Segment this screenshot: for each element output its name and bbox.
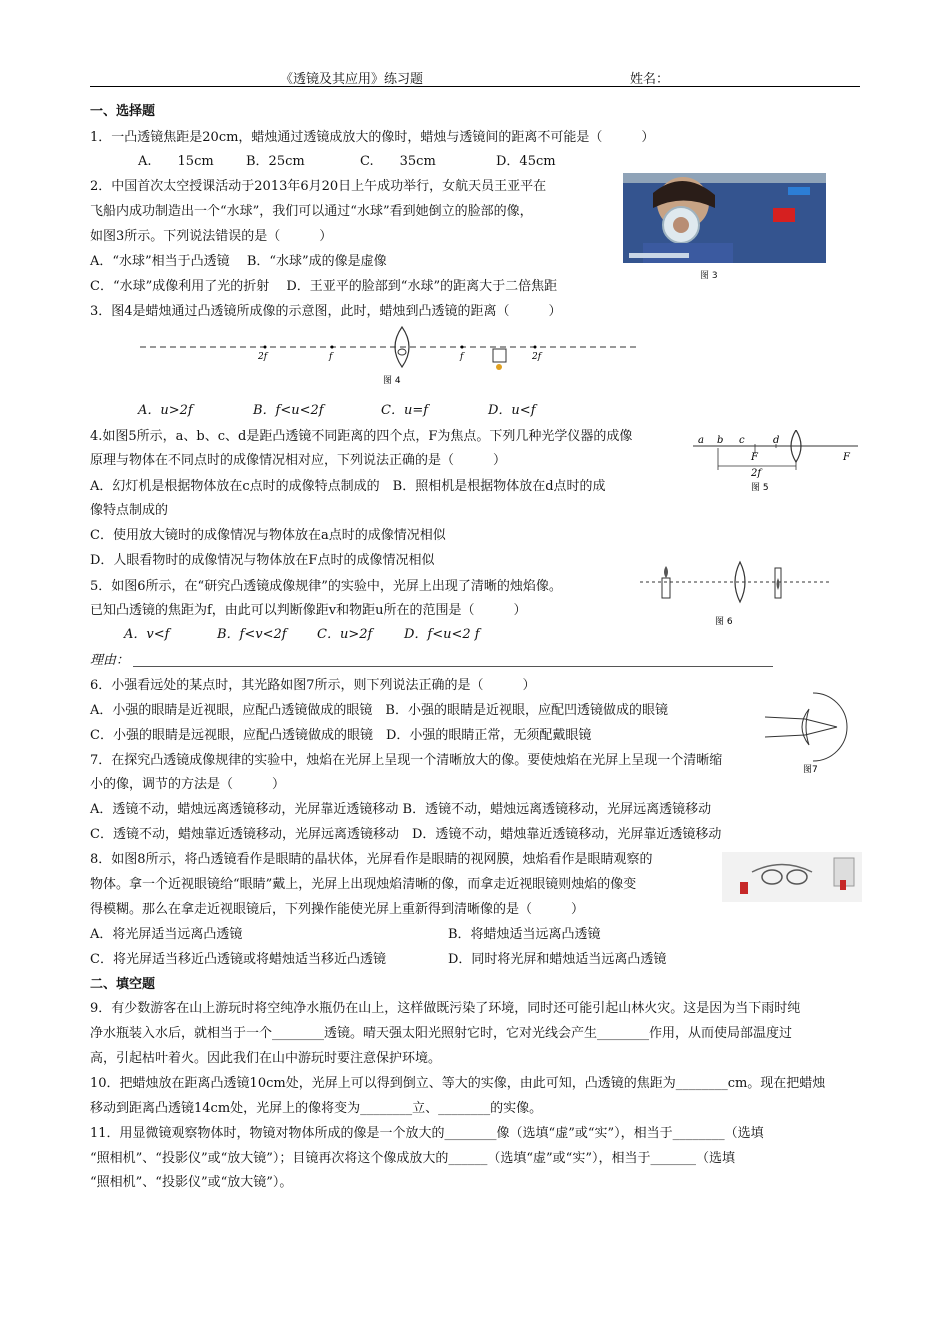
question-8-option-b: B．将蜡烛适当远离凸透镜 [448, 927, 601, 942]
question-1-options [138, 153, 556, 171]
name-label: 姓名： [630, 72, 670, 87]
question-8-line-3: 得模糊。那么在拿走近视眼镜后，下列操作能使光屏上重新得到清晰像的是（ ） [90, 902, 585, 917]
flame-icon [664, 566, 668, 578]
candle-icon [662, 578, 670, 598]
figure-8-photo [722, 852, 862, 902]
page-header [90, 68, 860, 87]
question-2-line-3: 如图3所示。下列说法错误的是（ ） [90, 229, 333, 244]
question-11-line-2: “照相机”、“投影仪”或“放大镜”）；目镜再次将这个像成放大的______（选填“虚”或“实”），相当于_______（选填 [90, 1151, 735, 1166]
figure-3-caption: 图 3 [700, 271, 718, 281]
point-b: b [717, 435, 724, 446]
eye-lens-icon [802, 709, 809, 745]
question-6-options-ab: A．小强的眼睛是近视眼，应配凸透镜做成的眼镜 B．小强的眼睛是近视眼，应配凹透镜做成的眼镜 [90, 703, 668, 718]
question-8-option-d: D．同时将光屏和蜡烛适当远离凸透镜 [448, 952, 667, 967]
question-1: 1．一凸透镜焦距是20cm，蜡烛通过透镜成放大的像时，蜡烛与透镜间的距离不可能是（ ） [90, 130, 655, 145]
question-8-option-c: C．将光屏适当移近凸透镜或将蜡烛适当移近凸透镜 [90, 952, 386, 967]
candle-image-icon [493, 349, 506, 362]
option-d: D．45cm [496, 154, 556, 169]
option-d: D．u<f [488, 403, 536, 418]
reason-label: 理由： [90, 653, 130, 668]
eyeball-icon [813, 693, 847, 761]
candle-icon [740, 882, 748, 894]
question-7-options-cd: C．透镜不动，蜡烛靠近透镜移动，光屏远离透镜移动 D．透镜不动，蜡烛靠近透镜移动，光屏靠近透镜移动 [90, 827, 722, 842]
section-multiple-choice: 一、选择题 [90, 104, 156, 119]
point-d: d [773, 435, 780, 446]
figure-6-caption: 图 6 [715, 617, 733, 627]
figure-7-eye-diagram [765, 687, 855, 775]
question-2-line-2: 飞船内成功制造出一个“水球”，我们可以通过“水球”看到她倒立的脸部的像， [90, 204, 533, 219]
question-10-line-2: 移动到距离凸透镜14cm处，光屏上的像将变为________立、________的实像。 [90, 1101, 543, 1116]
question-2-line-1: 2．中国首次太空授课活动于2013年6月20日上午成功举行，女航天员王亚平在 [90, 179, 547, 194]
option-b: B．25cm [246, 154, 305, 169]
option-a: A. 15cm [138, 154, 214, 169]
label-f-left: f [329, 352, 333, 362]
option-d: D．f<u<2 f [404, 627, 480, 642]
question-2-options-ab: A．“水球”相当于凸透镜 B．“水球”成的像是虚像 [90, 254, 387, 269]
point-F-right: F [843, 452, 850, 463]
question-7-options-ab: A．透镜不动，蜡烛远离透镜移动，光屏靠近透镜移动 B．透镜不动，蜡烛远离透镜移动，光屏远离透镜移动 [90, 802, 712, 817]
question-8-option-a: A．将光屏适当远离凸透镜 [90, 927, 243, 942]
question-9-line-2: 净水瓶装入水后，就相当于一个________透镜。晴天强太阳光照射它时，它对光线会产生________作用，从而使局部温度过 [90, 1026, 793, 1041]
figure-7-caption: 图7 [803, 765, 818, 775]
astronaut-photo [623, 173, 826, 263]
question-9-line-1: 9．有少数游客在山上游玩时将空纯净水瓶仍在山上，这样做既污染了环境，同时还可能引起山林火灾。这是因为当下雨时纯 [90, 1001, 801, 1016]
question-4-option-a: A．幻灯机是根据物体放在c点时的成像特点制成的 B．照相机是根据物体放在d点时的成 [90, 479, 606, 494]
option-a: A．u>2f [138, 403, 193, 418]
label-2f-right: 2f [532, 352, 542, 362]
question-6: 6．小强看远处的某点时，其光路如图7所示，则下列说法正确的是（ ） [90, 678, 536, 693]
question-6-options-cd: C．小强的眼睛是远视眼，应配凸透镜做成的眼镜 D．小强的眼睛正常，无须配戴眼镜 [90, 728, 592, 743]
question-8-line-2: 物体。拿一个近视眼镜给“眼睛”戴上，光屏上出现烛焰清晰的像，而拿走近视眼镜则烛焰的像变 [90, 877, 637, 892]
question-3-options [138, 402, 536, 420]
label-f-right: f [460, 352, 464, 362]
question-4-line-2: 原理与物体在不同点时的成像情况相对应，下列说法正确的是（ ） [90, 453, 507, 468]
option-a: A．v<f [124, 627, 170, 642]
figure-3-photo [623, 173, 826, 263]
question-10-line-1: 10．把蜡烛放在距离凸透镜10cm处，光屏上可以得到倒立、等大的实像，由此可知，凸透镜的焦距为________cm。现在把蜡烛 [90, 1076, 826, 1091]
question-11-line-3: “照相机”、“投影仪”或“放大镜”）。 [90, 1175, 293, 1190]
option-c: C．u>2f [317, 627, 373, 642]
reason-answer-line[interactable] [133, 666, 773, 667]
flame-icon [496, 364, 502, 370]
point-c: c [739, 435, 745, 446]
point-a: a [698, 435, 704, 446]
point-F-left: F [751, 452, 758, 463]
label-2f-left: 2f [258, 352, 268, 362]
question-3: 3．图4是蜡烛通过凸透镜所成像的示意图，此时，蜡烛到凸透镜的距离（ ） [90, 304, 562, 319]
figure-4-caption: 图 4 [383, 376, 401, 386]
question-7-line-2: 小的像，调节的方法是（ ） [90, 777, 286, 792]
figure-6-diagram [640, 560, 830, 628]
label-2f: 2f [751, 468, 762, 479]
question-8-line-1: 8．如图8所示，将凸透镜看作是眼睛的晶状体，光屏看作是眼睛的视网膜，烛焰看作是眼睛观察的 [90, 852, 653, 867]
option-b: B．f<v<2f [217, 627, 287, 642]
question-4-line-1: 4.如图5所示，a、b、c、d是距凸透镜不同距离的四个点，F为焦点。下列几种光学仪器的成像 [90, 429, 633, 444]
option-c: C．u=f [381, 403, 429, 418]
question-5-line-2: 已知凸透镜的焦距为f，由此可以判断像距v和物距u所在的范围是（ ） [90, 603, 527, 618]
question-4-option-c: C．使用放大镜时的成像情况与物体放在a点时的成像情况相似 [90, 528, 446, 543]
flame-image-icon [777, 578, 780, 590]
question-5-options [124, 626, 480, 644]
question-4-option-d: D．人眼看物时的成像情况与物体放在F点时的成像情况相似 [90, 553, 435, 568]
option-b: B．f<u<2f [253, 403, 324, 418]
section-fill-in: 二、填空题 [90, 977, 156, 992]
option-c: C. 35cm [360, 154, 436, 169]
figure-4-diagram [140, 325, 640, 387]
question-2-options-cd: C．“水球”成像利用了光的折射 D．王亚平的脸部到“水球”的距离大于二倍焦距 [90, 279, 558, 294]
figure-5-caption: 图 5 [751, 483, 769, 492]
question-4-option-a-cont: 像特点制成的 [90, 503, 169, 518]
figure-5-diagram [693, 430, 863, 492]
question-11-line-1: 11．用显微镜观察物体时，物镜对物体所成的像是一个放大的________像（选填“虚”或“实”），相当于________（选填 [90, 1126, 764, 1141]
question-7-line-1: 7．在探究凸透镜成像规律的实验中，烛焰在光屏上呈现一个清晰放大的像。要使烛焰在光屏上呈现一个清晰缩 [90, 753, 723, 768]
lens-center-mark [398, 349, 406, 355]
question-5-line-1: 5．如图6所示，在“研究凸透镜成像规律”的实验中，光屏上出现了清晰的烛焰像。 [90, 579, 562, 594]
worksheet-title: 《透镜及其应用》练习题 [280, 72, 424, 87]
question-9-line-3: 高，引起枯叶着火。因此我们在山中游玩时要注意保护环境。 [90, 1051, 442, 1066]
